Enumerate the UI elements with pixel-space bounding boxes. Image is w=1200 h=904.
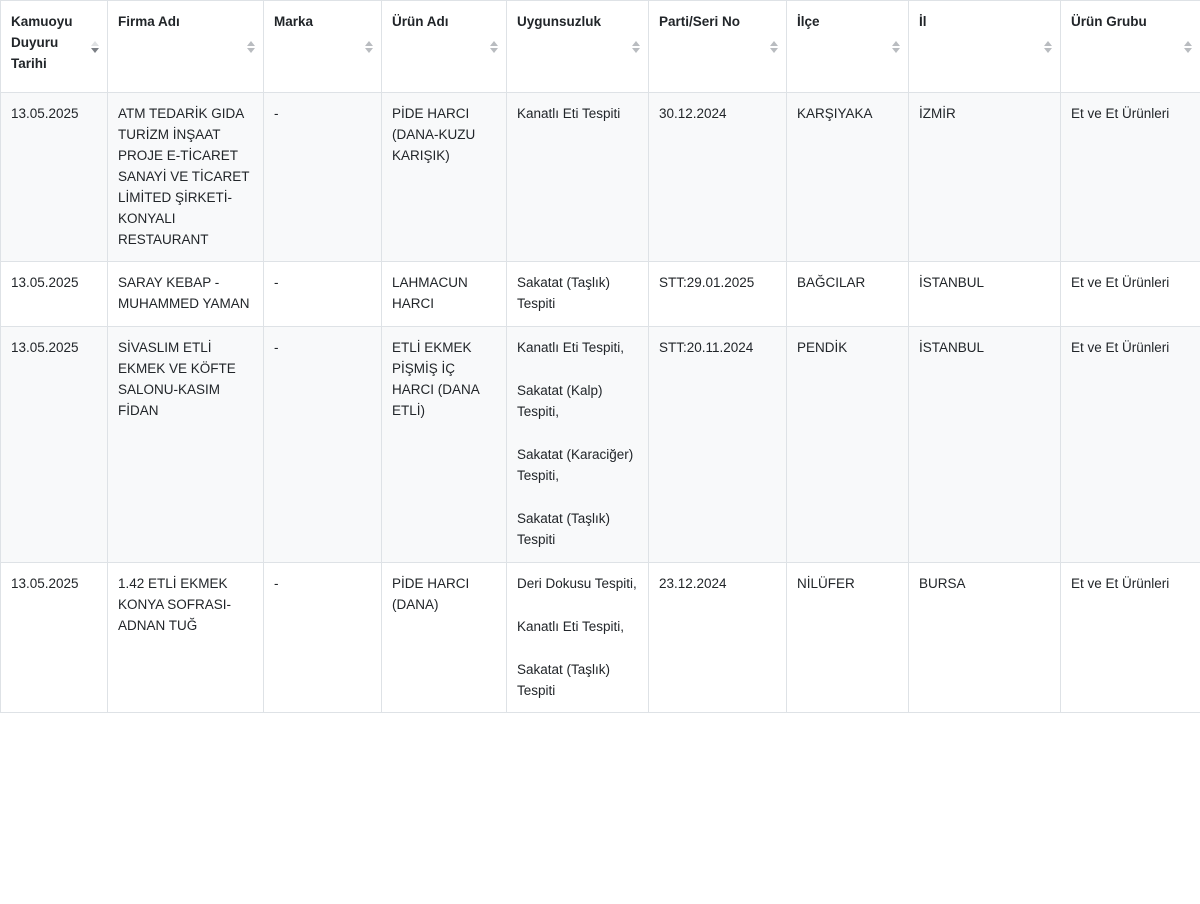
announcement-date-value: 13.05.2025 [11,106,79,121]
company-name-value: ATM TEDARİK GIDA TURİZM İNŞAAT PROJE E-TİCARET SANAYİ VE TİCARET LİMİTED ŞİRKETİ-KONYALI RESTAURANT [118,106,250,247]
company-name-value: SİVASLIM ETLİ EKMEK VE KÖFTE SALONU-KASIM FİDAN [118,340,236,419]
cell-province [909,93,1061,262]
district-value: PENDİK [797,340,848,356]
cell-product-name [382,327,507,562]
table-body [1,93,1200,713]
table-header [1,1,1200,93]
column-header-8[interactable] [909,1,1061,93]
cell-batch-serial-no [649,262,787,327]
cell-nonconformity [507,562,649,713]
column-header-6[interactable] [649,1,787,93]
company-name-value: 1.42 ETLİ EKMEK KONYA SOFRASI-ADNAN TUĞ [118,575,232,633]
column-header-label: İl [919,14,927,29]
batch-serial-no-value: 30.12.2024 [659,106,727,121]
sort-icon[interactable] [246,40,256,54]
column-header-label: Firma Adı [118,14,180,29]
cell-announcement-date [1,93,108,262]
brand-value: - [274,340,279,356]
brand-value: - [274,575,279,591]
batch-serial-no-value: STT:20.11.2024 [659,340,754,356]
cell-company-name [108,562,264,713]
column-header-label: Uygunsuzluk [517,14,602,29]
cell-batch-serial-no [649,93,787,262]
cell-brand [264,93,382,262]
nonconformity-item: Kanatlı Eti Tespiti [517,106,621,121]
product-name-value: PİDE HARCI (DANA) [392,575,470,612]
cell-announcement-date [1,327,108,562]
cell-product-group [1061,327,1200,562]
nonconformity-item: Kanatlı Eti Tespiti, [517,618,625,634]
table-row [1,93,1200,262]
nonconformity-item: Sakatat (Taşlık) Tespiti [517,275,611,312]
product-name-value: LAHMACUN HARCI [392,275,468,312]
product-group-value: Et ve Et Ürünleri [1071,340,1170,356]
column-header-7[interactable] [787,1,909,93]
nonconformity-item: Kanatlı Eti Tespiti, [517,340,625,356]
product-name-value: ETLİ EKMEK PİŞMİŞ İÇ HARCI (DANA ETLİ) [392,340,480,419]
cell-product-group [1061,562,1200,713]
district-value: KARŞIYAKA [797,106,873,121]
cell-nonconformity [507,262,649,327]
nonconformity-item: Sakatat (Taşlık) Tespiti [517,510,611,547]
sort-icon[interactable] [1183,40,1193,54]
cell-batch-serial-no [649,327,787,562]
product-name-value: PİDE HARCI (DANA-KUZU KARIŞIK) [392,106,476,163]
cell-district [787,562,909,713]
nonconformity-item: Sakatat (Taşlık) Tespiti [517,661,611,698]
sort-icon[interactable] [769,40,779,54]
column-header-label: Parti/Seri No [659,14,741,29]
cell-product-group [1061,93,1200,262]
sort-icon[interactable] [489,40,499,54]
announcement-date-value: 13.05.2025 [11,575,79,591]
cell-province [909,562,1061,713]
cell-company-name [108,93,264,262]
cell-brand [264,562,382,713]
cell-company-name [108,262,264,327]
batch-serial-no-value: 23.12.2024 [659,575,727,591]
district-value: NİLÜFER [797,575,855,591]
cell-announcement-date [1,262,108,327]
table-row [1,327,1200,562]
sort-icon[interactable] [1043,40,1053,54]
nonconformity-item: Sakatat (Karaciğer) Tespiti, [517,447,634,483]
sort-descending-icon[interactable] [90,40,100,54]
cell-brand [264,262,382,327]
cell-product-name [382,562,507,713]
cell-product-group [1061,262,1200,327]
province-value: İSTANBUL [919,275,985,291]
district-value: BAĞCILAR [797,275,866,291]
cell-batch-serial-no [649,562,787,713]
province-value: BURSA [919,575,966,591]
product-group-value: Et ve Et Ürünleri [1071,575,1170,591]
column-header-label: Kamuoyu Duyuru Tarihi [11,14,73,71]
province-value: İZMİR [919,106,956,121]
column-header-4[interactable] [382,1,507,93]
brand-value: - [274,106,279,121]
column-header-label: Ürün Adı [392,14,449,29]
column-header-label: Marka [274,14,314,29]
cell-product-name [382,93,507,262]
cell-district [787,262,909,327]
company-name-value: SARAY KEBAP - MUHAMMED YAMAN [118,275,250,312]
column-header-9[interactable] [1061,1,1200,93]
announcement-date-value: 13.05.2025 [11,340,79,356]
cell-nonconformity [507,93,649,262]
table-row [1,562,1200,713]
sort-icon[interactable] [631,40,641,54]
cell-brand [264,327,382,562]
column-header-5[interactable] [507,1,649,93]
table-row [1,262,1200,327]
cell-province [909,262,1061,327]
column-header-3[interactable] [264,1,382,93]
product-group-value: Et ve Et Ürünleri [1071,275,1170,291]
cell-product-name [382,262,507,327]
nonconformity-item: Deri Dokusu Tespiti, [517,575,637,591]
cell-nonconformity [507,327,649,562]
cell-district [787,327,909,562]
column-header-label: Ürün Grubu [1071,14,1147,29]
announcement-date-value: 13.05.2025 [11,275,79,291]
nonconformity-item: Sakatat (Kalp) Tespiti, [517,383,603,420]
cell-district [787,93,909,262]
cell-announcement-date [1,562,108,713]
column-header-label: İlçe [797,14,820,29]
province-value: İSTANBUL [919,340,985,356]
sort-icon[interactable] [891,40,901,54]
column-header-2[interactable] [108,1,264,93]
batch-serial-no-value: STT:29.01.2025 [659,275,755,291]
cell-province [909,327,1061,562]
brand-value: - [274,275,279,291]
product-group-value: Et ve Et Ürünleri [1071,106,1170,121]
column-header-1[interactable] [1,1,108,93]
cell-company-name [108,327,264,562]
sort-icon[interactable] [364,40,374,54]
table-header-row [1,1,1200,93]
